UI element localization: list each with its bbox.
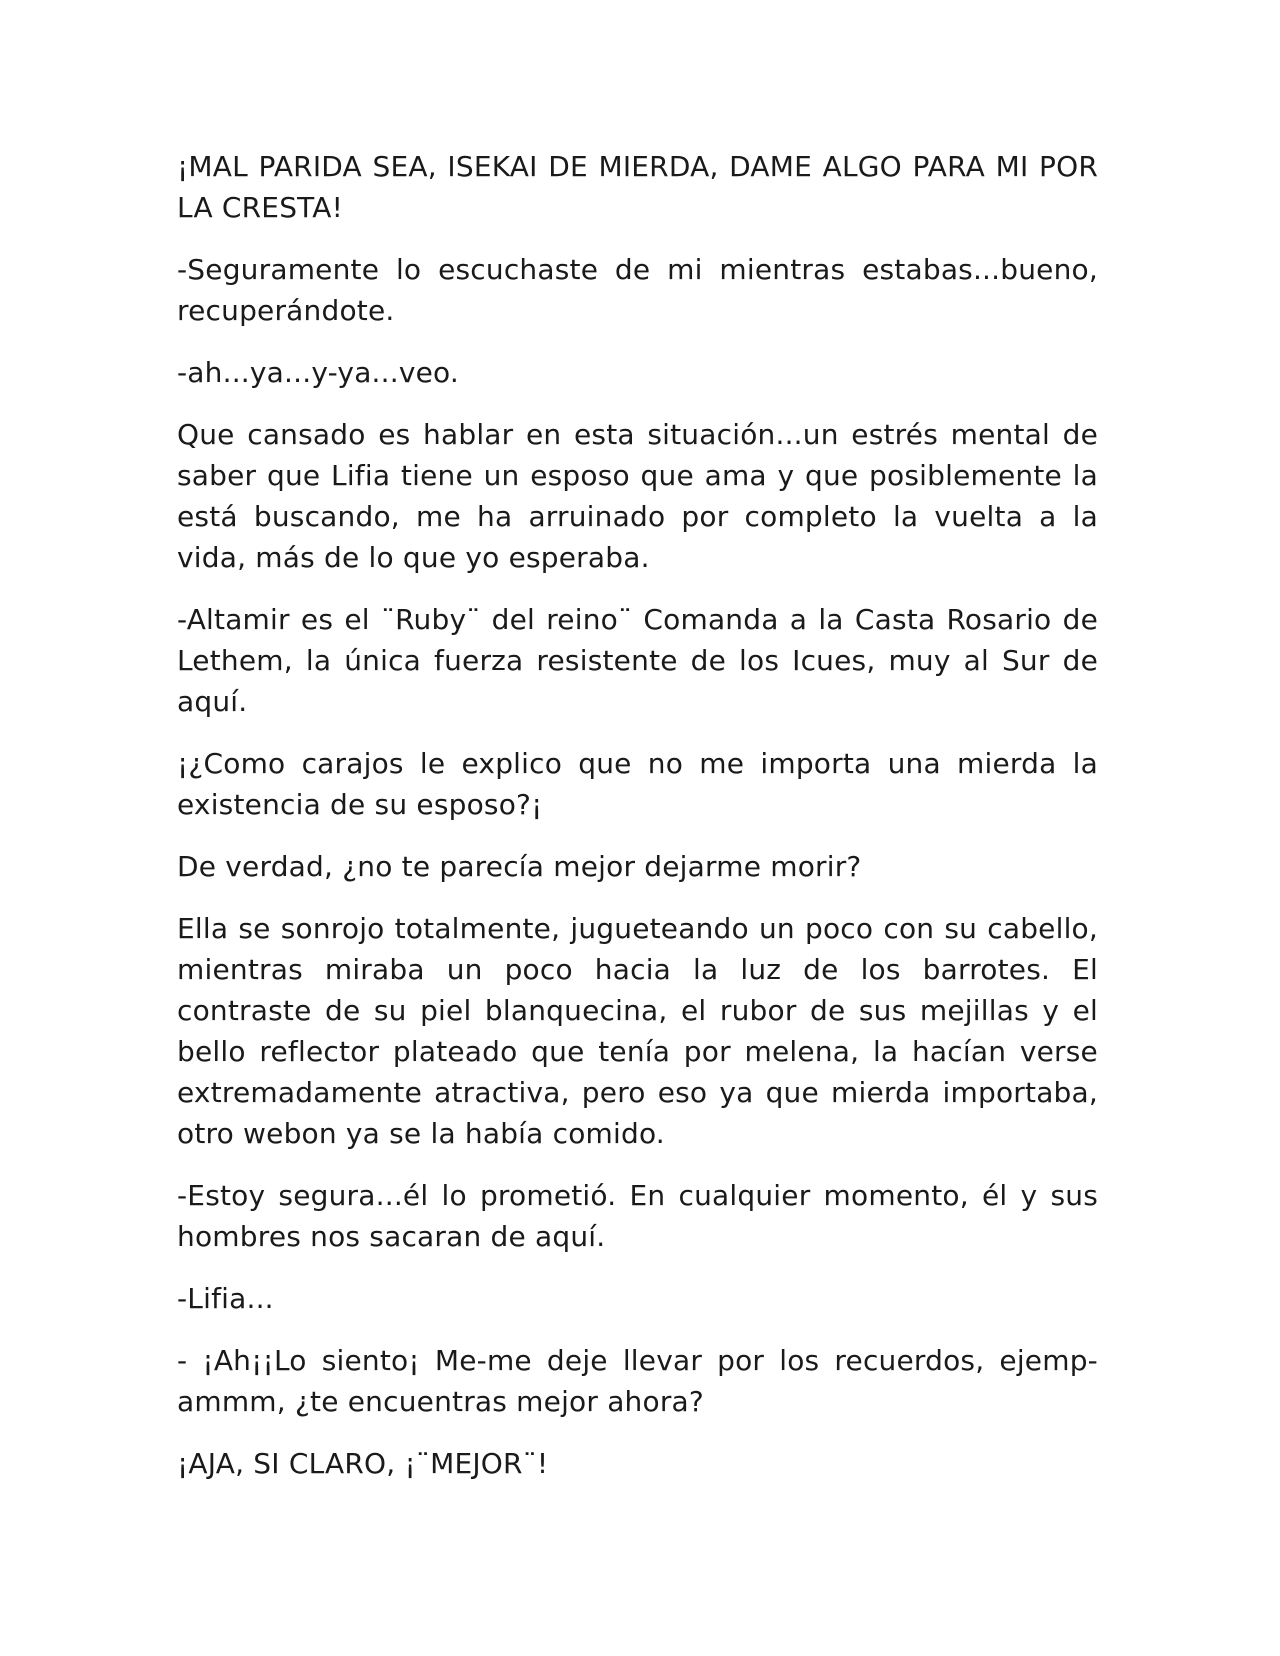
paragraph: ¡MAL PARIDA SEA, ISEKAI DE MIERDA, DAME ALGO PARA MI POR LA CRESTA!	[177, 150, 1098, 224]
paragraph: -Estoy segura...él lo prometió. En cualquier momento, él y sus hombres nos sacaran de aquí.	[177, 1179, 1098, 1253]
paragraph: ¡AJA, SI CLARO, ¡¨MEJOR¨!	[177, 1447, 549, 1480]
paragraph: Ella se sonrojo totalmente, jugueteando un poco con su cabello, mientras miraba un poco hacia la luz de los barrotes. El contraste de su piel blanquecina, el rubor de sus mejillas y el bello reflector plateado que tenía por melena, la hacían verse extremadamente atractiva, pero eso ya que mierda importaba, otro webon ya se la había comido.	[177, 912, 1098, 1150]
paragraph: ¡¿Como carajos le explico que no me importa una mierda la existencia de su esposo?¡	[177, 747, 1098, 821]
document-page	[177, 146, 1098, 1505]
paragraph: Que cansado es hablar en esta situación...un estrés mental de saber que Lifia tiene un esposo que ama y que posiblemente la está buscando, me ha arruinado por completo la vuelta a la vida, más de lo que yo esperaba.	[177, 418, 1098, 574]
paragraph: -ah...ya...y-ya...veo.	[177, 356, 459, 389]
paragraph: -Seguramente lo escuchaste de mi mientras estabas...bueno, recuperándote.	[177, 253, 1098, 327]
paragraph: -Altamir es el ¨Ruby¨ del reino¨ Comanda a la Casta Rosario de Lethem, la única fuerza resistente de los Icues, muy al Sur de aquí.	[177, 603, 1098, 718]
paragraph: - ¡Ah¡¡Lo siento¡ Me-me deje llevar por los recuerdos, ejemp-ammm, ¿te encuentras mejor ahora?	[177, 1344, 1098, 1418]
paragraph: -Lifia...	[177, 1282, 274, 1315]
paragraph: De verdad, ¿no te parecía mejor dejarme morir?	[177, 850, 862, 883]
